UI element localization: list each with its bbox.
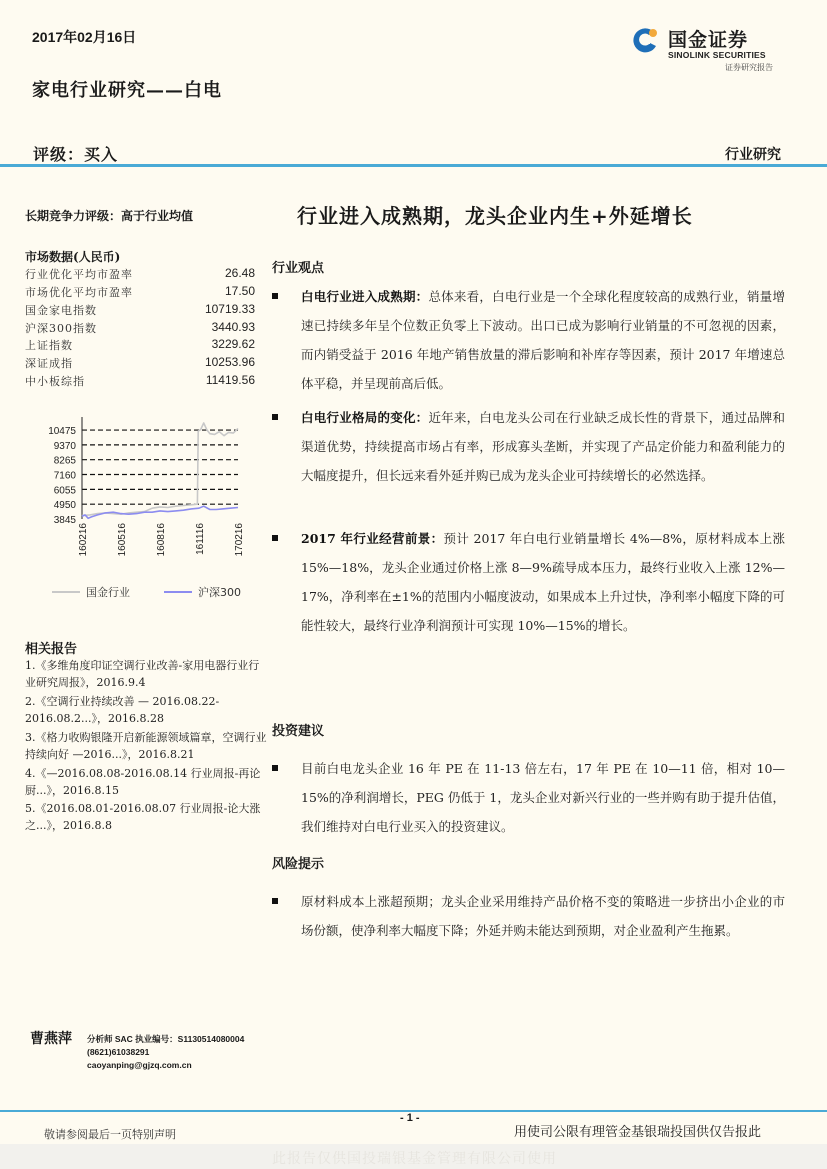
svg-text:10475: 10475 xyxy=(48,426,76,438)
market-data-row xyxy=(25,284,255,301)
bullet-paragraph xyxy=(301,282,785,398)
chart-x-axis xyxy=(78,523,245,557)
svg-text:170216: 170216 xyxy=(234,523,245,557)
market-data-label: 中小板综指 xyxy=(25,375,85,388)
market-data-value: 26.48 xyxy=(224,266,255,280)
chart-legend xyxy=(52,584,241,600)
bullet-icon xyxy=(272,414,278,420)
related-report-item[interactable]: 5.《2016.08.01-2016.08.07 行业周报-论大涨之...》，2016.8.8 xyxy=(25,802,261,832)
long-term-rating: 长期竞争力评级：高于行业均值 xyxy=(25,209,194,223)
logo-subtitle: 证券研究报告 xyxy=(725,63,773,72)
bullet-text: 原材料成本上涨超预期；龙头企业采用维持产品价格不变的策略进一步挤出小企业的市场份额，使净利率大幅度下降；外延并购未能达到预期，对企业盈利产生拖累。 xyxy=(301,894,785,938)
logo-chinese-name: 国金证券 xyxy=(668,29,749,51)
svg-text:3845: 3845 xyxy=(53,515,76,526)
bullet-paragraph xyxy=(301,403,785,490)
legend-swatch-csi300 xyxy=(164,591,192,593)
report-headline: 行业进入成熟期，龙头企业内生+外延增长 xyxy=(297,204,693,228)
market-data-row xyxy=(25,266,255,283)
market-data-value: 17.50 xyxy=(224,284,255,298)
bullet-text: 目前白电龙头企业 16 年 PE 在 11-13 倍左右，17 年 PE 在 10—11 倍，相对 10—15%的净利润增长，PEG 仍低于 1，龙头企业对新兴行业的一些并购有助于提升估值，我们维持对白电行业买入的投资建议。 xyxy=(301,761,785,834)
analyst-email[interactable]: caoyanping@gjzq.com.cn xyxy=(87,1060,192,1070)
chart-gridlines xyxy=(82,430,238,504)
bullet-text: 预计 2017 年白电行业销量增长 4%—8%，原材料成本上涨 15%—18%，龙头企业通过价格上涨 8—9%疏导成本压力，最终行业收入上涨 12%—17%，净利率在±1%的范围内小幅度波动，如果成本上升过快，净利率小幅度下降的可能性较大，最终行业净利润预计可实现 10%—15%的增长。 xyxy=(301,531,785,633)
bullet-lead: 白电行业进入成熟期： xyxy=(301,289,429,304)
logo-mark-icon xyxy=(632,26,660,54)
analyst-name: 曹燕萍 xyxy=(30,1031,72,1047)
market-data-value: 3440.93 xyxy=(211,320,255,334)
report-date: 2017年02月16日 xyxy=(32,29,137,45)
legend-label-csi300: 沪深300 xyxy=(198,586,241,599)
related-reports-title: 相关报告 xyxy=(25,642,78,657)
bullet-icon xyxy=(272,535,278,541)
svg-text:160816: 160816 xyxy=(156,523,167,557)
bullet-text: 总体来看，白电行业是一个全球化程度较高的成熟行业，销量增速已持续多年呈个位数正负零上下波动。出口已成为影响行业销量的不可忽视的因素，而内销受益于 2016 年地产销售放量的滞后影响和补库存等因素，预计 2017 年增速总体平稳，并呈现前高后低。 xyxy=(301,289,785,391)
market-data-label: 深证成指 xyxy=(25,357,73,370)
report-type-label: 行业研究 xyxy=(725,147,781,163)
industry-title: 家电行业研究——白电 xyxy=(32,80,222,101)
bullet-icon xyxy=(272,898,278,904)
index-comparison-chart xyxy=(20,415,250,600)
logo-english-name: SINOLINK SECURITIES xyxy=(668,50,766,60)
section-title-industry-view: 行业观点 xyxy=(272,261,325,276)
analyst-phone: (8621)61038291 xyxy=(87,1047,150,1057)
market-data-row xyxy=(25,320,255,337)
footer-disclaimer: 敬请参阅最后一页特别声明 xyxy=(44,1128,176,1141)
related-report-item[interactable]: 1.《多维角度印证空调行业改善-家用电器行业行业研究周报》，2016.9.4 xyxy=(25,659,260,689)
market-data-row xyxy=(25,302,255,319)
market-data-label: 市场优化平均市盈率 xyxy=(25,286,133,299)
market-data-row xyxy=(25,337,255,354)
section-title-investment: 投资建议 xyxy=(272,724,325,739)
market-data-label: 行业优化平均市盈率 xyxy=(25,268,133,281)
bullet-paragraph xyxy=(301,887,785,945)
footer-license-text: 用使司公限有理管金基银瑞投国供仅告报此 xyxy=(514,1125,762,1140)
market-data-value: 11419.56 xyxy=(205,373,255,387)
bullet-icon xyxy=(272,765,278,771)
market-data-value: 10253.96 xyxy=(204,355,255,369)
analyst-info xyxy=(87,1033,244,1072)
market-data-title: 市场数据(人民币) xyxy=(25,250,121,264)
section-title-risk: 风险提示 xyxy=(272,857,325,872)
svg-text:8265: 8265 xyxy=(53,455,76,467)
rating-label: 评级：买入 xyxy=(33,145,119,164)
watermark-text: 此报告仅供国投瑞银基金管理有限公司使用 xyxy=(272,1151,557,1167)
market-data-row xyxy=(25,355,255,372)
line-chart-svg xyxy=(20,415,250,585)
market-data-label: 沪深300指数 xyxy=(25,322,97,335)
related-report-item[interactable]: 2.《空调行业持续改善 — 2016.08.22-2016.08.2...》，2016.8.28 xyxy=(25,695,220,725)
market-data-label: 国金家电指数 xyxy=(25,304,97,317)
header-divider xyxy=(0,164,827,167)
svg-text:4950: 4950 xyxy=(53,500,76,512)
svg-text:160516: 160516 xyxy=(117,523,128,557)
chart-y-axis xyxy=(48,417,82,526)
legend-swatch-industry xyxy=(52,591,80,593)
bullet-text: 近年来，白电龙头公司在行业缺乏成长性的背景下，通过品牌和渠道优势，持续提高市场占有率，形成寡头垄断，并实现了产品定价能力和盈利能力的大幅度提升，但长远来看外延并购已成为龙头企业可持续增长的必然选择。 xyxy=(301,410,785,483)
bullet-icon xyxy=(272,293,278,299)
bullet-paragraph xyxy=(301,524,785,640)
svg-text:7160: 7160 xyxy=(53,470,76,482)
analyst-sac-number: 分析师 SAC 执业编号：S1130514080004 xyxy=(87,1034,245,1044)
related-report-item[interactable]: 3.《格力收购银隆开启新能源领域篇章，空调行业持续向好 —2016...》，2016.8.21 xyxy=(25,731,267,761)
page-number: - 1 - xyxy=(400,1112,420,1124)
legend-label-industry: 国金行业 xyxy=(86,586,130,599)
market-data-label: 上证指数 xyxy=(25,339,73,352)
market-data-value: 10719.33 xyxy=(204,302,255,316)
related-report-item[interactable]: 4.《—2016.08.08-2016.08.14 行业周报-再论厨...》，2016.8.15 xyxy=(25,767,261,797)
market-data-value: 3229.62 xyxy=(211,337,255,351)
bullet-lead: 白电行业格局的变化： xyxy=(301,410,429,425)
bullet-paragraph xyxy=(301,754,785,841)
svg-text:161116: 161116 xyxy=(195,523,206,555)
svg-text:160216: 160216 xyxy=(78,523,89,557)
market-data-row xyxy=(25,373,255,390)
svg-text:6055: 6055 xyxy=(53,485,76,497)
bullet-lead: 2017 年行业经营前景： xyxy=(301,531,444,546)
svg-text:9370: 9370 xyxy=(53,440,76,452)
company-logo xyxy=(628,24,788,64)
